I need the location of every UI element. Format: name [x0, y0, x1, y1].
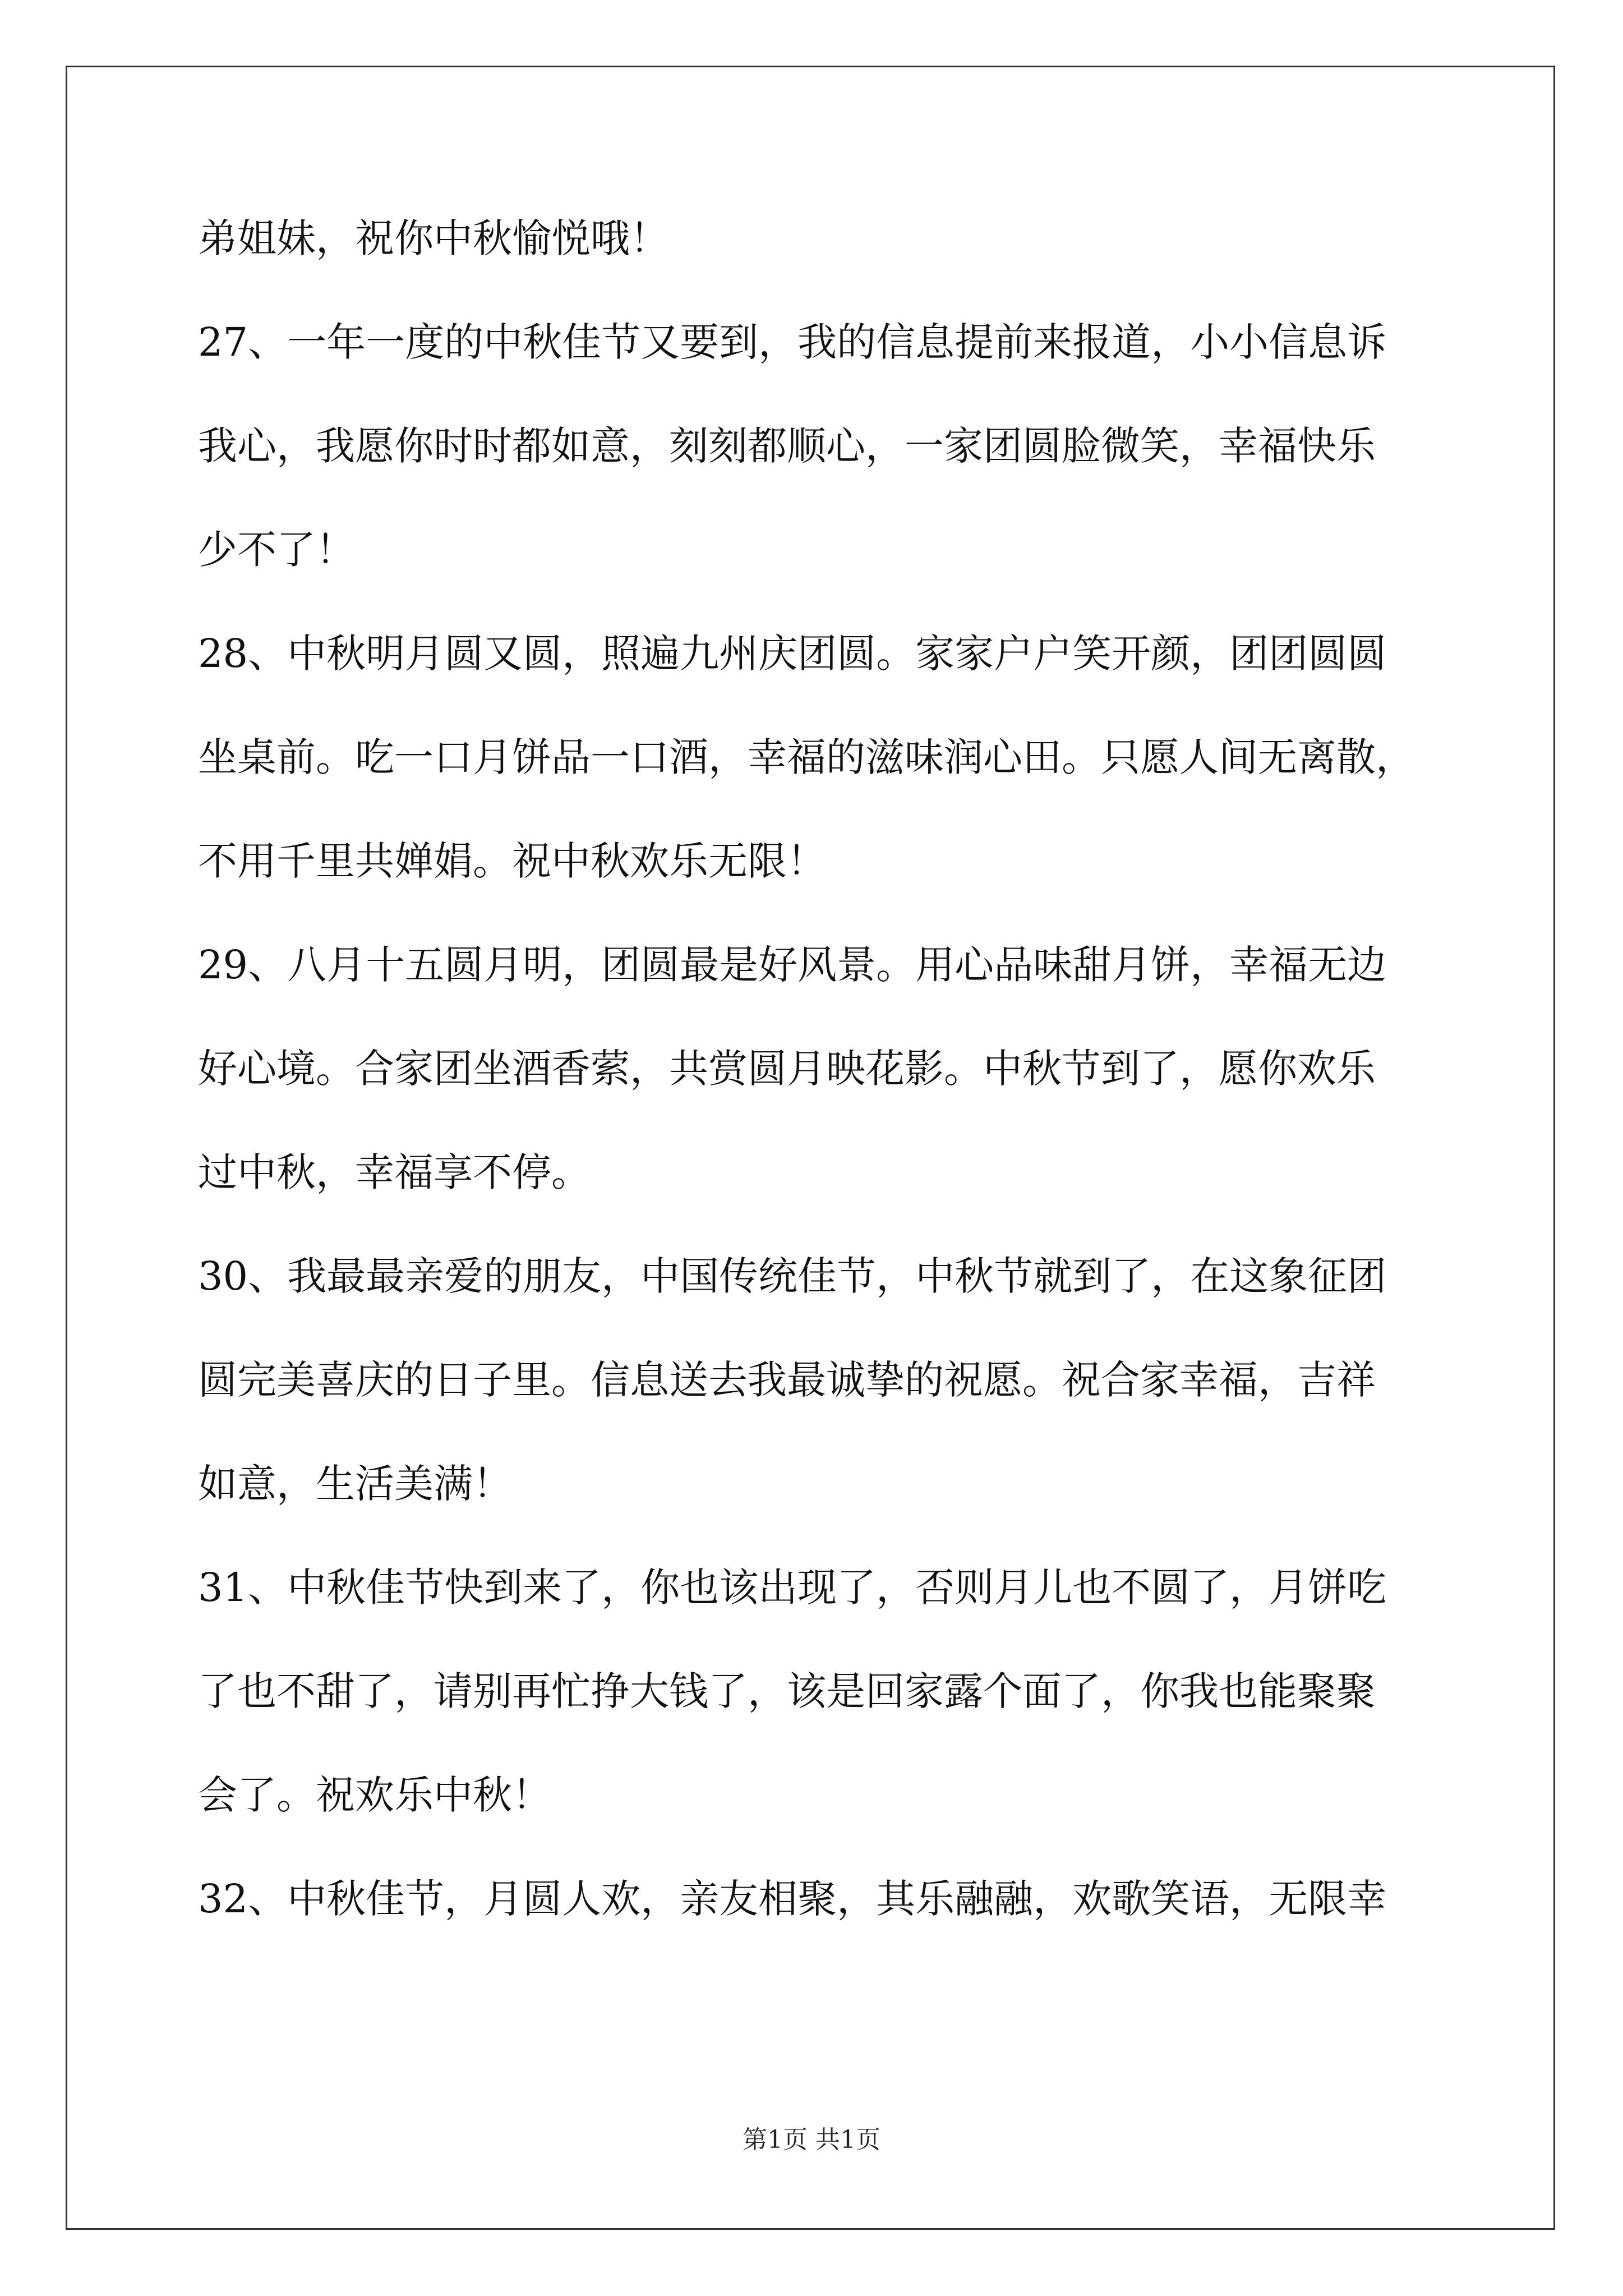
text-line: 弟姐妹，祝你中秋愉悦哦！ — [198, 215, 669, 261]
text-line: 不用千里共婵娟。祝中秋欢乐无限！ — [198, 838, 826, 884]
text-line: 如意，生活美满！ — [198, 1461, 512, 1507]
text-line: 过中秋，幸福享不停。 — [198, 1149, 591, 1195]
text-line: 29、八月十五圆月明，团圆最是好风景。用心品味甜月饼，幸福无边 — [198, 942, 1387, 988]
text-line: 少不了！ — [198, 527, 355, 573]
text-line: 了也不甜了，请别再忙挣大钱了，该是回家露个面了，你我也能聚聚 — [198, 1668, 1376, 1714]
text-line: 圆完美喜庆的日子里。信息送去我最诚挚的祝愿。祝合家幸福，吉祥 — [198, 1357, 1376, 1403]
text-line: 坐桌前。吃一口月饼品一口酒，幸福的滋味润心田。只愿人间无离散， — [198, 734, 1415, 780]
text-line: 好心境。合家团坐酒香萦，共赏圆月映花影。中秋节到了，愿你欢乐 — [198, 1046, 1376, 1092]
text-line: 31、中秋佳节快到来了，你也该出现了，否则月儿也不圆了，月饼吃 — [198, 1565, 1387, 1611]
text-line: 27、一年一度的中秋佳节又要到，我的信息提前来报道，小小信息诉 — [198, 319, 1387, 365]
text-line: 30、我最最亲爱的朋友，中国传统佳节，中秋节就到了，在这象征团 — [198, 1253, 1387, 1299]
text-line: 会了。祝欢乐中秋！ — [198, 1772, 551, 1818]
text-line: 28、中秋明月圆又圆，照遍九州庆团圆。家家户户笑开颜，团团圆圆 — [198, 631, 1387, 677]
page-footer: 第1页 共1页 — [743, 2125, 880, 2154]
text-line: 我心，我愿你时时都如意，刻刻都顺心，一家团圆脸微笑，幸福快乐 — [198, 423, 1376, 469]
text-line: 32、中秋佳节，月圆人欢，亲友相聚，其乐融融，欢歌笑语，无限幸 — [198, 1876, 1387, 1922]
